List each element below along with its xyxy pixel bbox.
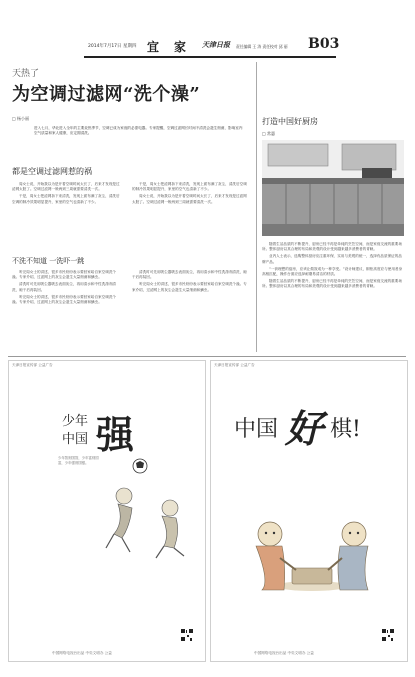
column-name-left: 宜 [147,40,160,54]
ads-top-rule [8,356,406,357]
lead-intro: 进入七月，华北进入全年的主要炎热季节，空调已成为家庭的必需电器。专家提醒，空调过滤网长时间不清洗会滋生细菌，影响室内空气质量和家人健康，应定期清洗。 [34,126,243,136]
subhead-1: 都是空调过滤网惹的祸 [12,167,92,176]
right-article-byline: □ 常惠 [262,131,276,136]
lead-headline: 为空调过滤网“洗个澡” [12,84,201,105]
ad-right-qr-code [381,628,395,642]
body-col-4: 清洗时可先用吸尘器吸去表面灰尘，再用清水和中性洗涤剂清洗，晾干后再装回。 听完周女士的讲述，很多市民纷纷表示要回家给自家空调洗个澡。专家介绍，过滤网上的灰尘会滋生大量细菌和螨虫。 [132,270,247,292]
editor-line: 责任编辑 王 涛 责任校对 邱 丽 [236,44,288,49]
ad-left-title-big: 强 [96,412,135,457]
body-col-1: 周女士说，开始我以为是开着空调时间太长了，后来才发现是过滤网太脏了。空调过滤网一般两到三周就需要清洗一次。 干是，周女士把滤网拆下来清洗，发现上面布满了灰尘，清洗后空调的制冷效果明显提升，家里的空气也清新了不少。 [12,182,120,204]
column-name-right: 家 [174,40,187,54]
column-divider [256,62,257,352]
subhead-2: 不洗不知道 一洗吓一跳 [12,257,85,265]
ad-right-title-mid: 好 [285,406,324,451]
ad-right-title-1: 中国 [234,417,279,442]
ad-left-title-small-1: 少年 [62,414,89,429]
ad-left-footer: 中国网络电视台出品 中央文明办 公益 [52,651,112,655]
ad-left-poem: 少年智则国智，少年富则国富，少年强则国强。 [58,456,99,466]
paper-name: 天津日报 [202,40,230,49]
date-line: 2014年7月17日 星期四 [88,44,137,49]
ad-left-qr-code [180,628,194,642]
page-code: B03 [308,36,340,52]
ad-right-footer: 中国网络电视台出品 中央文明办 公益 [254,651,314,655]
body-col-3: 听完周女士的讲述，很多市民纷纷表示要回家给自家空调洗个澡。专家介绍，过滤网上的灰尘会滋生大量细菌和螨虫。 清洗时可先用吸尘器吸去表面灰尘，再用清水和中性洗涤剂清洗，晾干后再装回。 听完周女士的讲述，很多市民纷纷表示要回家给自家空调洗个澡。专家介绍，过滤网上的灰尘会滋生大量细菌和螨虫。 [12,270,117,305]
masthead-rule [84,56,336,58]
ad-left-title-small-2: 中国 [62,432,89,447]
right-article-title: 打造中国好厨房 [262,117,318,126]
kitchen-photo [262,140,404,236]
lead-byline: □ 杨小丽 [12,116,30,121]
children-chess-illustration [232,512,392,598]
ad-right-header: 天津日报宣传部 公益广告 [214,363,255,367]
right-article-body: 随着生活品质的不断提升，厨房已经不再是单纯的烹饪空间，而是家庭交流的重要场所。整体厨房以其合理的布局和美观的设计受到越来越多消费者的青睐。 业内人士表示，选购整体厨房应注重环保、实用与美观的统一，选择有品质保证的品牌产品。 “一套理想的厨房，应该让做饭成为一种享受。”设计师建议，橱柜高度应与使用者身高相匹配，操作台面应选择耐磨易清洁的材质。 随着生活品质的不断提升，厨房已经不再是单纯的烹饪空间，而是家庭交流的重要场所。整体厨房以其合理的布局和美观的设计受到越来越多消费者的青睐。 [262,242,403,289]
ad-right-title-2: 棋! [330,417,361,442]
body-col-2: 干是，周女士把滤网拆下来清洗，发现上面布满了灰尘，清洗后空调的制冷效果明显提升，家里的空气也清新了不少。 周女士说，开始我以为是开着空调时间太长了，后来才发现是过滤网太脏了。空调过滤网一般两到三周就需要清洗一次。 [132,182,247,204]
children-soccer-illustration [100,452,200,564]
kicker: 天热了 [12,69,40,79]
ad-left-header: 天津日报宣传部 公益广告 [12,363,53,367]
